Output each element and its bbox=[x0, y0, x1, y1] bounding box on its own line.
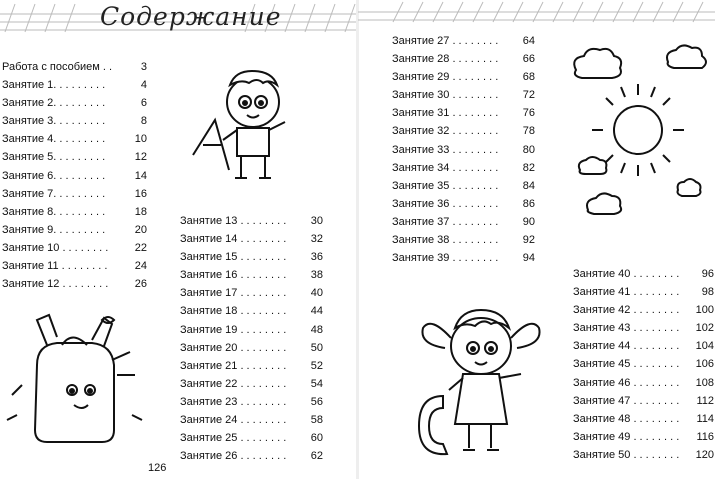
toc-entry-page: 8 bbox=[140, 115, 147, 128]
toc-entry bbox=[180, 284, 323, 302]
toc-entry bbox=[392, 68, 535, 86]
toc-entry bbox=[573, 446, 714, 464]
toc-entry bbox=[392, 86, 535, 104]
toc-entry-label: Занятие 11 . . . . . . . . bbox=[2, 260, 108, 273]
toc-entry bbox=[2, 130, 147, 148]
toc-entry bbox=[573, 410, 714, 428]
toc-entry-label: Занятие 38 . . . . . . . . bbox=[392, 234, 499, 247]
toc-entry bbox=[573, 283, 714, 301]
toc-entry-page: 64 bbox=[522, 35, 535, 47]
toc-entry bbox=[392, 32, 535, 50]
toc-entry bbox=[2, 239, 147, 257]
toc-entry bbox=[2, 148, 147, 166]
toc-entry-label: Занятие 37 . . . . . . . . bbox=[392, 215, 499, 228]
toc-entry-page: 44 bbox=[310, 305, 323, 318]
toc-entry bbox=[180, 393, 323, 411]
toc-entry-page: 50 bbox=[310, 341, 323, 354]
toc-entry bbox=[180, 321, 323, 339]
toc-entry-label: Занятие 36 . . . . . . . . bbox=[392, 197, 499, 210]
toc-entry-page: 84 bbox=[522, 179, 535, 192]
toc-entry-page: 106 bbox=[695, 358, 714, 371]
toc-entry bbox=[180, 248, 323, 266]
toc-entry-page: 92 bbox=[522, 234, 535, 247]
toc-entry-page: 94 bbox=[522, 252, 535, 265]
toc-entry-page: 104 bbox=[695, 340, 714, 353]
toc-entry bbox=[392, 213, 535, 231]
toc-entry-page: 10 bbox=[134, 133, 147, 146]
toc-entry bbox=[573, 428, 714, 446]
toc-entry-label: Занятие 29 . . . . . . . . bbox=[392, 71, 499, 84]
toc-entry-label: Занятие 5. . . . . . . . . bbox=[2, 151, 106, 164]
toc-entry-page: 82 bbox=[522, 161, 535, 174]
toc-entry-label: Занятие 14 . . . . . . . . bbox=[180, 233, 287, 246]
toc-entry bbox=[2, 275, 147, 293]
toc-entry-page: 108 bbox=[695, 376, 714, 389]
girl-with-letter-c-icon bbox=[403, 298, 553, 463]
toc-entry-label: Занятие 3. . . . . . . . . bbox=[2, 115, 106, 128]
toc-entry bbox=[573, 337, 714, 355]
toc-entry bbox=[573, 301, 714, 319]
toc-entry-label: Занятие 26 . . . . . . . . bbox=[180, 450, 287, 463]
toc-entry-page: 116 bbox=[696, 430, 714, 443]
toc-entry-page: 80 bbox=[522, 143, 535, 156]
toc-entry-label: Занятие 43 . . . . . . . . bbox=[573, 322, 680, 335]
toc-entry-page: 14 bbox=[134, 169, 147, 182]
toc-entry-label: Занятие 46 . . . . . . . . bbox=[573, 376, 680, 389]
toc-entry-page: 72 bbox=[522, 89, 535, 102]
toc-column-3 bbox=[392, 32, 535, 267]
toc-entry-page: 56 bbox=[310, 395, 323, 408]
toc-entry-page: 100 bbox=[695, 304, 714, 317]
toc-entry-page: 86 bbox=[522, 197, 535, 210]
school-backpack-icon bbox=[2, 305, 147, 455]
toc-entry-page: 32 bbox=[310, 233, 323, 246]
toc-column-4 bbox=[573, 265, 714, 464]
toc-column-2 bbox=[180, 212, 323, 465]
toc-entry-page: 76 bbox=[522, 107, 535, 120]
toc-entry-page: 16 bbox=[134, 187, 147, 200]
toc-entry-label: Занятие 20 . . . . . . . . bbox=[180, 341, 287, 354]
page-title: Содержание bbox=[100, 2, 282, 31]
toc-entry-label: Занятие 28 . . . . . . . . bbox=[392, 53, 499, 66]
toc-entry-label: Занятие 33 . . . . . . . . bbox=[392, 143, 499, 156]
toc-entry-page: 66 bbox=[522, 53, 535, 66]
toc-entry-page: 22 bbox=[134, 241, 147, 254]
toc-entry-label: Занятие 47 . . . . . . . . bbox=[573, 394, 680, 407]
toc-entry-label: Занятие 31 . . . . . . . . bbox=[392, 107, 499, 120]
toc-entry bbox=[180, 230, 323, 248]
toc-entry-page: 60 bbox=[310, 432, 323, 445]
toc-entry-page: 36 bbox=[310, 251, 323, 264]
toc-entry bbox=[573, 374, 714, 392]
toc-entry-label: Занятие 44 . . . . . . . . bbox=[573, 340, 680, 353]
sun-and-clouds-icon bbox=[568, 40, 713, 225]
toc-entry bbox=[2, 167, 147, 185]
toc-entry bbox=[392, 141, 535, 159]
toc-entry-page: 4 bbox=[140, 79, 147, 92]
toc-entry bbox=[180, 411, 323, 429]
toc-entry bbox=[180, 302, 323, 320]
toc-entry bbox=[2, 203, 147, 221]
toc-entry-page: 96 bbox=[701, 268, 714, 280]
toc-entry-label: Занятие 45 . . . . . . . . bbox=[573, 358, 680, 371]
toc-entry bbox=[573, 392, 714, 410]
toc-entry-label: Занятие 21 . . . . . . . . bbox=[180, 359, 287, 372]
toc-entry bbox=[392, 50, 535, 68]
toc-entry bbox=[573, 265, 714, 283]
toc-entry bbox=[180, 447, 323, 465]
toc-entry-label: Занятие 22 . . . . . . . . bbox=[180, 377, 287, 390]
toc-entry-page: 26 bbox=[134, 278, 147, 291]
toc-entry-label: Занятие 39 . . . . . . . . bbox=[392, 252, 499, 265]
toc-entry-page: 6 bbox=[140, 97, 147, 110]
toc-entry-page: 12 bbox=[134, 151, 147, 164]
toc-column-1 bbox=[2, 58, 147, 293]
toc-entry bbox=[392, 195, 535, 213]
toc-entry-page: 68 bbox=[522, 71, 535, 84]
toc-entry-label: Работа с пособием . . bbox=[2, 61, 113, 73]
right-page bbox=[358, 0, 715, 479]
toc-entry-page: 52 bbox=[310, 359, 323, 372]
toc-entry-label: Занятие 16 . . . . . . . . bbox=[180, 269, 287, 282]
toc-entry-label: Занятие 12 . . . . . . . . bbox=[2, 278, 109, 291]
toc-entry bbox=[180, 429, 323, 447]
toc-entry-page: 114 bbox=[696, 412, 714, 425]
toc-entry bbox=[2, 185, 147, 203]
toc-entry-label: Занятие 42 . . . . . . . . bbox=[573, 304, 680, 317]
toc-entry-label: Занятие 32 . . . . . . . . bbox=[392, 125, 499, 138]
toc-entry-page: 38 bbox=[310, 269, 323, 282]
toc-entry-label: Занятие 24 . . . . . . . . bbox=[180, 414, 287, 427]
toc-entry-label: Занятие 27 . . . . . . . . bbox=[392, 35, 499, 47]
toc-entry bbox=[180, 212, 323, 230]
toc-entry bbox=[392, 104, 535, 122]
toc-entry-label: Занятие 4. . . . . . . . . bbox=[2, 133, 106, 146]
toc-entry bbox=[2, 76, 147, 94]
toc-entry-page: 62 bbox=[310, 450, 323, 463]
toc-entry-label: Занятие 18 . . . . . . . . bbox=[180, 305, 287, 318]
toc-entry-label: Занятие 9. . . . . . . . . bbox=[2, 223, 106, 236]
toc-entry bbox=[392, 249, 535, 267]
toc-entry-label: Занятие 19 . . . . . . . . bbox=[180, 323, 287, 336]
toc-entry-label: Занятие 6. . . . . . . . . bbox=[2, 169, 106, 182]
toc-entry bbox=[180, 266, 323, 284]
toc-entry-page: 58 bbox=[310, 414, 323, 427]
toc-entry-page: 102 bbox=[695, 322, 714, 335]
toc-entry bbox=[573, 355, 714, 373]
toc-entry-label: Занятие 35 . . . . . . . . bbox=[392, 179, 499, 192]
toc-entry-label: Занятие 48 . . . . . . . . bbox=[573, 412, 680, 425]
toc-entry-page: 3 bbox=[140, 61, 147, 73]
toc-entry bbox=[2, 257, 147, 275]
toc-entry-page: 98 bbox=[701, 286, 714, 299]
toc-entry-label: Занятие 7. . . . . . . . . bbox=[2, 187, 106, 200]
toc-entry bbox=[392, 159, 535, 177]
toc-entry bbox=[392, 231, 535, 249]
toc-entry bbox=[180, 357, 323, 375]
toc-entry-page: 30 bbox=[310, 215, 323, 227]
boy-with-letter-a-icon bbox=[185, 60, 300, 195]
left-page bbox=[0, 0, 357, 479]
toc-entry bbox=[180, 339, 323, 357]
toc-entry-page: 20 bbox=[134, 223, 147, 236]
toc-entry-label: Занятие 2. . . . . . . . . bbox=[2, 97, 106, 110]
toc-entry-label: Занятие 50 . . . . . . . . bbox=[573, 448, 680, 461]
toc-entry-page: 78 bbox=[522, 125, 535, 138]
toc-entry-page: 48 bbox=[310, 323, 323, 336]
toc-entry-label: Занятие 10 . . . . . . . . bbox=[2, 241, 109, 254]
toc-entry-label: Занятие 40 . . . . . . . . bbox=[573, 268, 680, 280]
toc-entry-label: Занятие 25 . . . . . . . . bbox=[180, 432, 287, 445]
toc-entry bbox=[2, 112, 147, 130]
toc-entry-label: Занятие 34 . . . . . . . . bbox=[392, 161, 499, 174]
toc-entry-label: Занятие 17 . . . . . . . . bbox=[180, 287, 287, 300]
lined-header-decoration bbox=[358, 0, 715, 30]
toc-entry bbox=[392, 122, 535, 140]
toc-entry-label: Занятие 41 . . . . . . . . bbox=[573, 286, 680, 299]
toc-entry-label: Занятие 1. . . . . . . . . bbox=[2, 79, 106, 92]
toc-entry-page: 54 bbox=[310, 377, 323, 390]
toc-entry-label: Занятие 23 . . . . . . . . bbox=[180, 395, 287, 408]
toc-entry-page: 90 bbox=[522, 215, 535, 228]
toc-entry-page: 112 bbox=[696, 394, 714, 407]
toc-entry-label: Занятие 15 . . . . . . . . bbox=[180, 251, 287, 264]
toc-entry bbox=[2, 58, 147, 76]
page-number: 126 bbox=[148, 462, 167, 474]
toc-entry bbox=[2, 221, 147, 239]
toc-entry-page: 120 bbox=[695, 448, 714, 461]
toc-entry-label: Занятие 49 . . . . . . . . bbox=[573, 430, 680, 443]
toc-entry bbox=[392, 177, 535, 195]
toc-entry bbox=[2, 94, 147, 112]
toc-entry-page: 24 bbox=[134, 260, 147, 273]
toc-entry-label: Занятие 13 . . . . . . . . bbox=[180, 215, 287, 227]
toc-entry-label: Занятие 30 . . . . . . . . bbox=[392, 89, 499, 102]
toc-entry-page: 40 bbox=[310, 287, 323, 300]
toc-entry bbox=[180, 375, 323, 393]
toc-entry-label: Занятие 8. . . . . . . . . bbox=[2, 205, 106, 218]
toc-entry bbox=[573, 319, 714, 337]
toc-entry-page: 18 bbox=[134, 205, 147, 218]
